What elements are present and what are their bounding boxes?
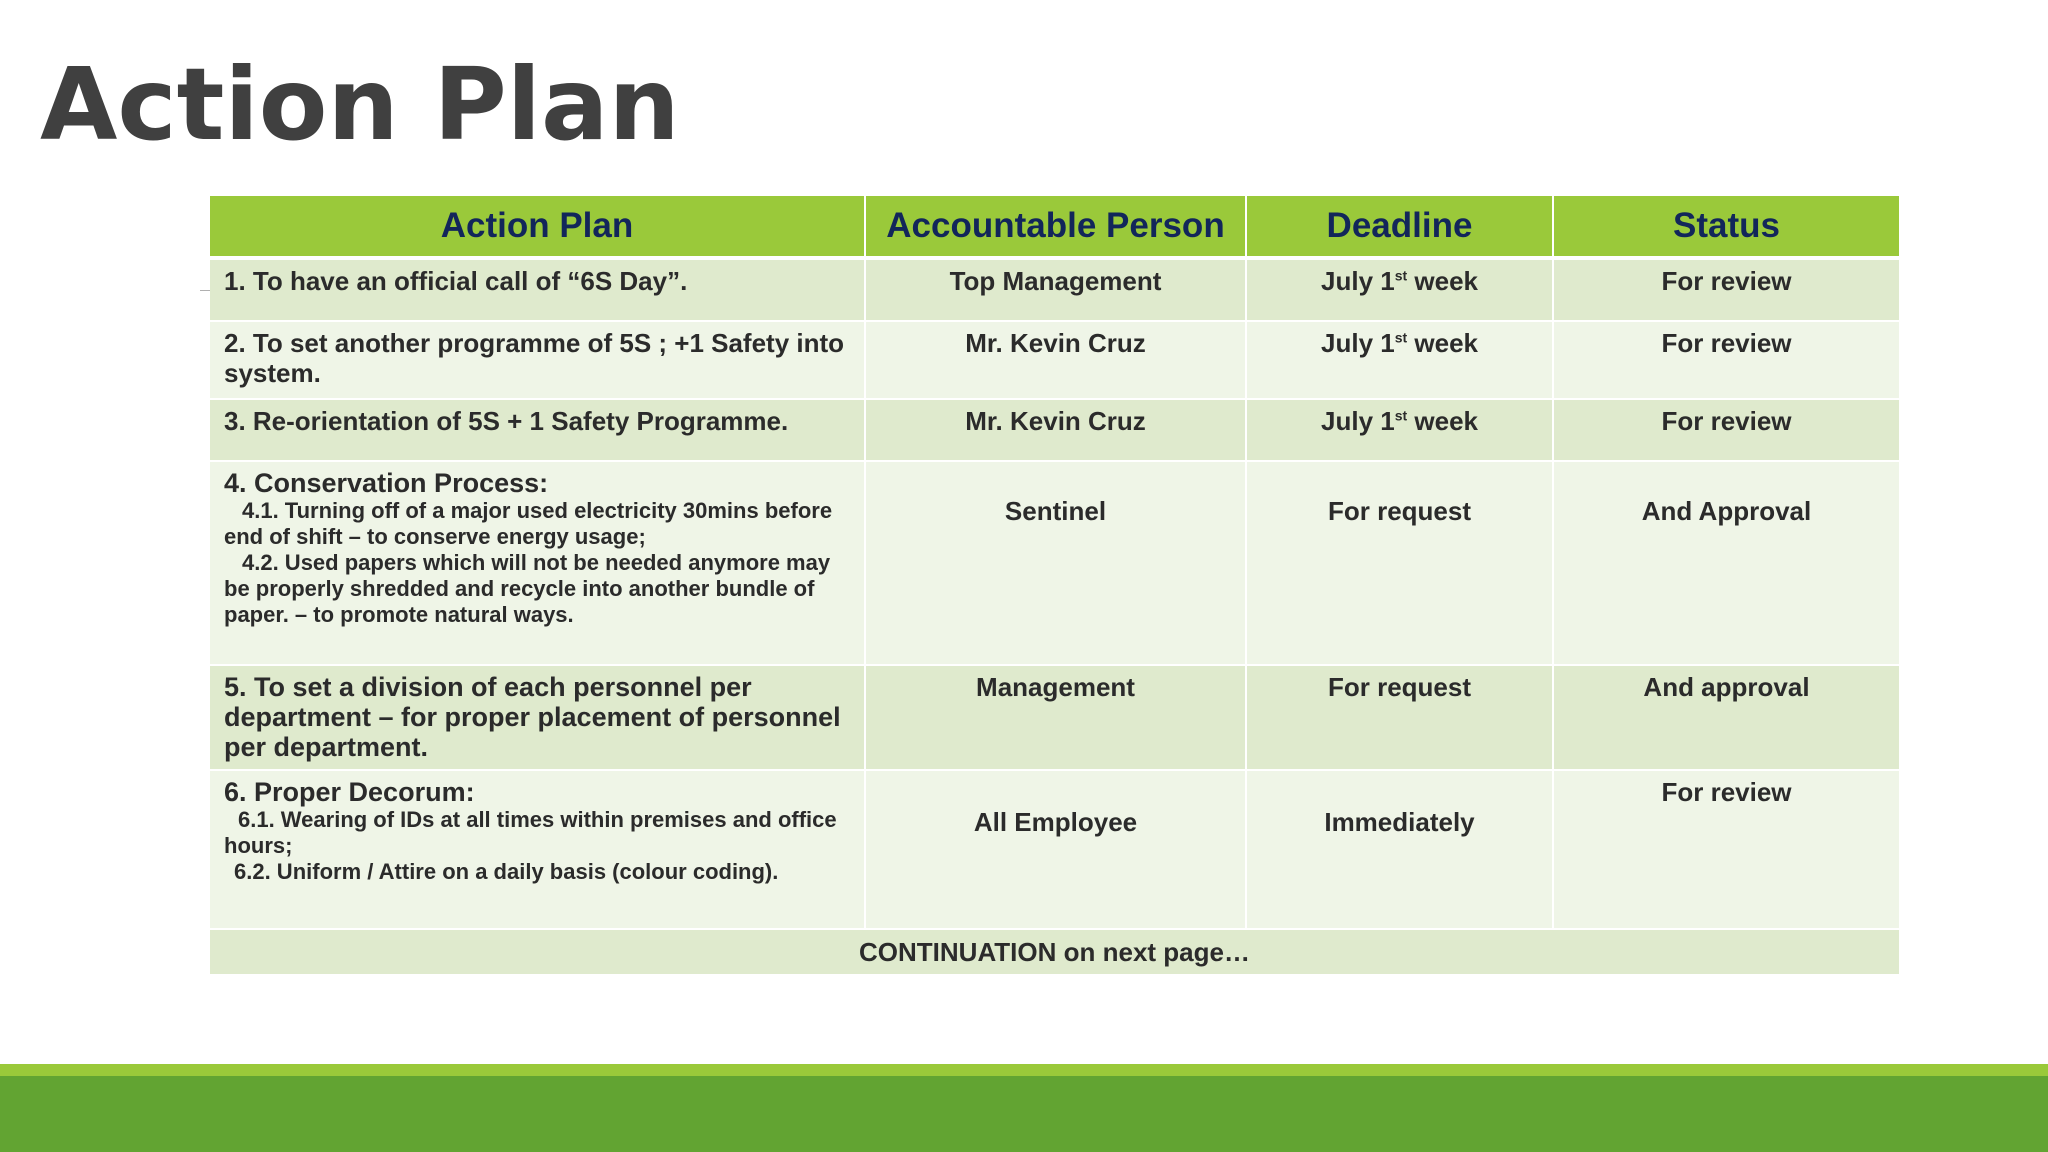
person-cell: Mr. Kevin Cruz (865, 321, 1246, 399)
action-cell: 2. To set another programme of 5S ; +1 Safety into system. (210, 321, 865, 399)
status-cell: For review (1553, 258, 1900, 321)
status-cell: For review (1553, 399, 1900, 461)
header-accountable-person: Accountable Person (865, 196, 1246, 258)
action-subitem (224, 807, 850, 859)
deadline-text: July 1 (1321, 328, 1395, 358)
action-subitem (224, 498, 850, 550)
slide-title: Action Plan (40, 46, 680, 163)
person-cell: Management (865, 665, 1246, 770)
footer-band (0, 1076, 2048, 1152)
action-heading: 6. Proper Decorum: (224, 777, 475, 807)
person-cell: Top Management (865, 258, 1246, 321)
deadline-cell: For request (1246, 665, 1553, 770)
table-row (210, 258, 1900, 321)
footer-accent-stripe (0, 1064, 2048, 1076)
person-cell: Sentinel (865, 461, 1246, 665)
action-subitem-text: 6.1. Wearing of IDs at all times within premises and office hours; (224, 807, 837, 858)
status-cell: And Approval (1553, 461, 1900, 665)
person-cell: All Employee (865, 770, 1246, 929)
action-subitem-text: 4.2. Used papers which will not be needed anymore may be properly shredded and recycle into another bundle of paper. – to promote natural ways. (224, 550, 831, 627)
deadline-cell: Immediately (1246, 770, 1553, 929)
header-deadline: Deadline (1246, 196, 1553, 258)
deadline-ordinal: st (1394, 329, 1408, 346)
table-row (210, 321, 1900, 399)
status-cell: And approval (1553, 665, 1900, 770)
table-row (210, 399, 1900, 461)
deadline-cell (1246, 321, 1553, 399)
action-subitem-text: 6.2. Uniform / Attire on a daily basis (colour coding). (234, 859, 779, 884)
action-subitem (224, 550, 850, 628)
table-row (210, 461, 1900, 665)
deadline-suffix: week (1407, 406, 1478, 436)
action-cell: 5. To set a division of each personnel per department – for proper placement of personnel per department. (210, 665, 865, 770)
deadline-ordinal: st (1394, 407, 1408, 424)
action-cell: 1. To have an official call of “6S Day”. (210, 258, 865, 321)
deadline-suffix: week (1407, 266, 1478, 296)
action-subitem (224, 859, 850, 885)
action-plan-table-container (210, 196, 1900, 976)
deadline-text: July 1 (1321, 406, 1395, 436)
table-header-row (210, 196, 1900, 258)
deadline-cell (1246, 399, 1553, 461)
continuation-note: CONTINUATION on next page… (210, 929, 1900, 975)
continuation-row (210, 929, 1900, 975)
deadline-ordinal: st (1394, 267, 1408, 284)
deadline-text: July 1 (1321, 266, 1395, 296)
action-heading: 4. Conservation Process: (224, 468, 549, 498)
decorative-tick (200, 290, 210, 291)
deadline-suffix: week (1407, 328, 1478, 358)
status-cell: For review (1553, 321, 1900, 399)
header-action-plan: Action Plan (210, 196, 865, 258)
action-plan-table (210, 196, 1901, 976)
action-cell (210, 770, 865, 929)
header-status: Status (1553, 196, 1900, 258)
action-cell: 3. Re-orientation of 5S + 1 Safety Programme. (210, 399, 865, 461)
deadline-cell: For request (1246, 461, 1553, 665)
table-row (210, 665, 1900, 770)
deadline-cell (1246, 258, 1553, 321)
table-row (210, 770, 1900, 929)
person-cell: Mr. Kevin Cruz (865, 399, 1246, 461)
action-subitem-text: 4.1. Turning off of a major used electricity 30mins before end of shift – to conserve energy usage; (224, 498, 833, 549)
action-cell (210, 461, 865, 665)
status-cell: For review (1553, 770, 1900, 929)
